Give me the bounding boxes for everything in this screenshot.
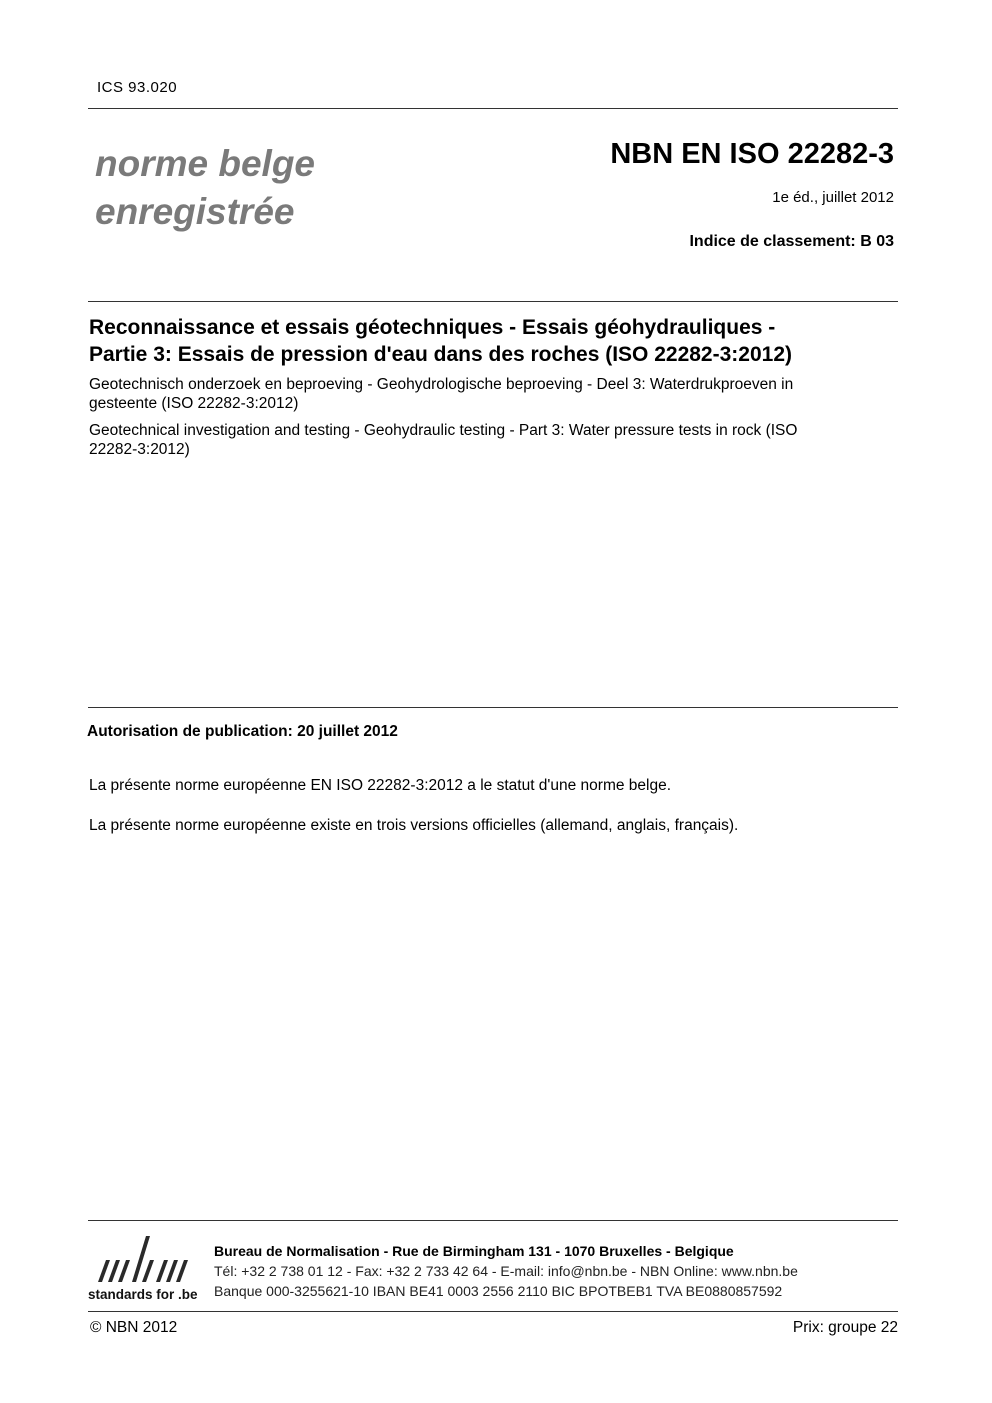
bottom-divider xyxy=(88,1311,898,1312)
body-divider xyxy=(88,707,898,708)
title-divider xyxy=(88,301,898,302)
ics-code: ICS 93.020 xyxy=(97,79,178,96)
title-french-line-1: Reconnaissance et essais géotechniques - Essais géohydrauliques - xyxy=(89,316,776,339)
price-group: Prix: groupe 22 xyxy=(792,1319,898,1336)
status-paragraph: La présente norme européenne EN ISO 22282-3:2012 a le statut d'une norme belge. xyxy=(89,777,672,794)
title-french xyxy=(89,314,889,368)
footer-contact-block xyxy=(214,1241,798,1301)
title-english xyxy=(89,421,889,459)
footer-address: Bureau de Normalisation - Rue de Birmingham 131 - 1070 Bruxelles - Belgique xyxy=(214,1243,734,1259)
brand-line-2: enregistrée xyxy=(95,191,295,232)
publication-authorization: Autorisation de publication: 20 juillet 2012 xyxy=(87,723,398,740)
title-dutch-line-1: Geotechnisch onderzoek en beproeving - Geohydrologische beproeving - Deel 3: Waterdrukproeven in xyxy=(89,376,794,393)
logo-tagline: standards for .be xyxy=(88,1287,198,1302)
footer-contact: Tél: +32 2 738 01 12 - Fax: +32 2 733 42 64 - E-mail: info@nbn.be - NBN Online: www.nbn.be xyxy=(214,1263,798,1279)
copyright: © NBN 2012 xyxy=(90,1319,178,1336)
standard-number: NBN EN ISO 22282-3 xyxy=(610,138,894,170)
footer-bank: Banque 000-3255621-10 IBAN BE41 0003 2556 2110 BIC BPOTBEB1 TVA BE0880857592 xyxy=(214,1283,783,1299)
edition-date: 1e éd., juillet 2012 xyxy=(772,189,894,206)
title-english-line-2: 22282-3:2012) xyxy=(89,441,190,458)
brand-line-1: norme belge xyxy=(95,143,315,184)
header-divider xyxy=(88,108,898,109)
title-dutch xyxy=(89,375,889,413)
title-dutch-line-2: gesteente (ISO 22282-3:2012) xyxy=(89,395,299,412)
title-french-line-2: Partie 3: Essais de pression d'eau dans des roches (ISO 22282-3:2012) xyxy=(89,343,792,366)
classification-index: Indice de classement: B 03 xyxy=(689,233,894,250)
brand-title xyxy=(95,140,315,236)
title-english-line-1: Geotechnical investigation and testing - Geohydraulic testing - Part 3: Water pressure tests in rock (ISO xyxy=(89,422,798,439)
versions-paragraph: La présente norme européenne existe en trois versions officielles (allemand, anglais, français). xyxy=(89,817,739,834)
footer-divider xyxy=(88,1220,898,1221)
